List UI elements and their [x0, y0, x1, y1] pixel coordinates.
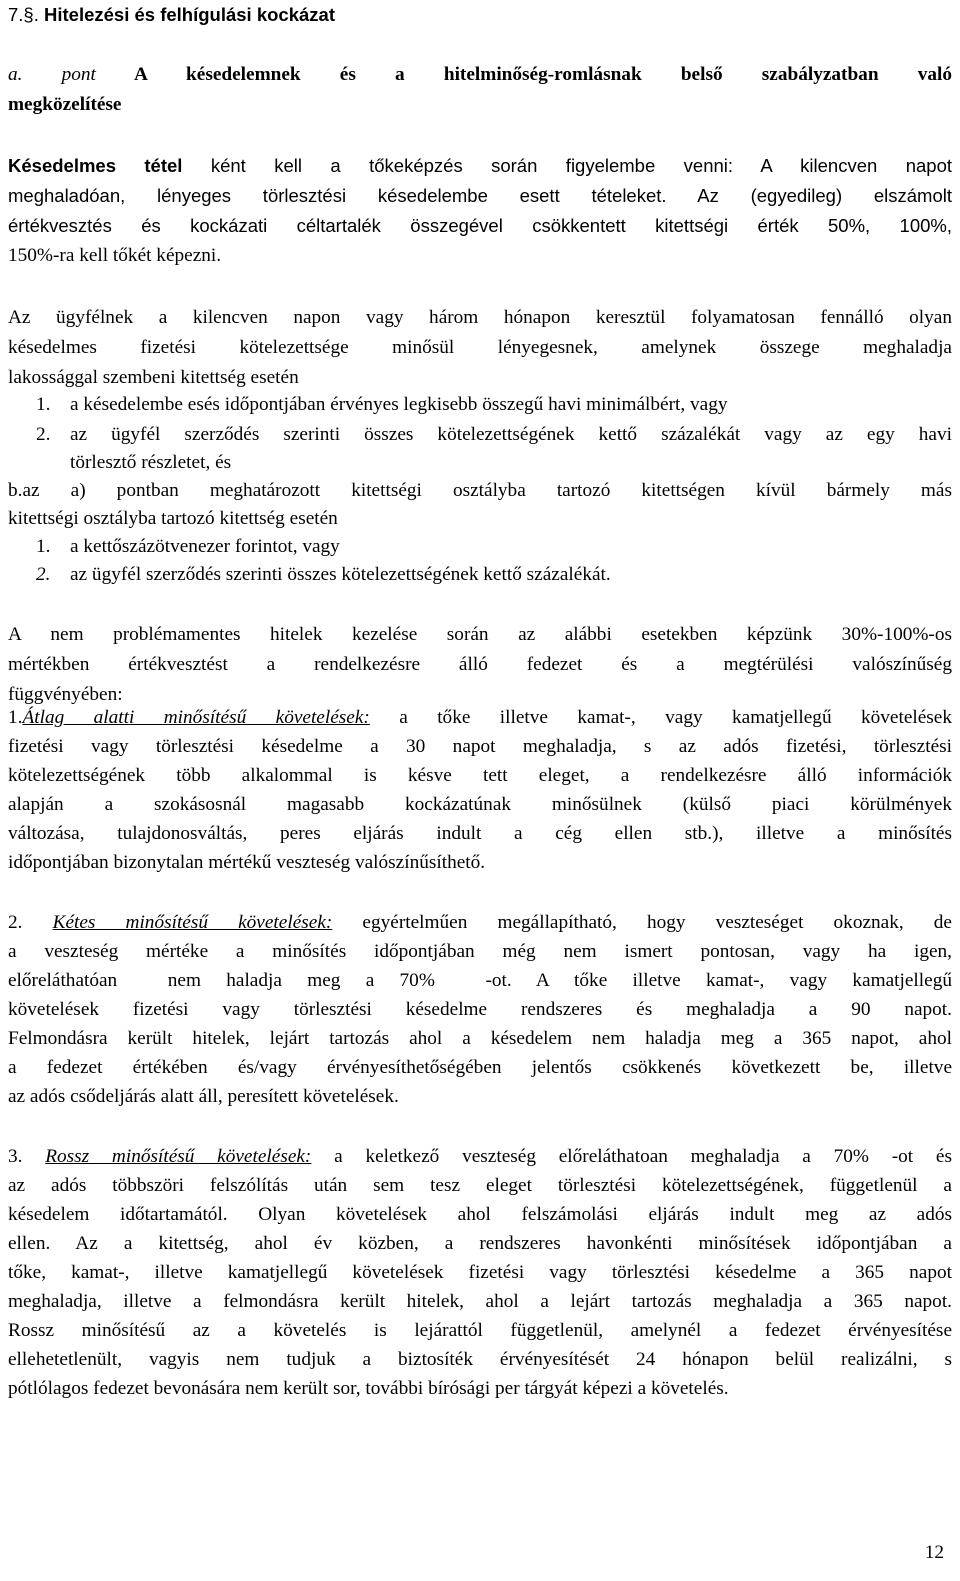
para2-line: Az ügyfélnek a kilencven napon vagy három hónapon keresztül folyamatosan fennálló olyan: [8, 307, 952, 328]
cat2-term: Kétes minősítésű követelések:: [52, 912, 333, 933]
cat2-line: Felmondásra került hitelek, lejárt tartozás ahol a késedelem nem haladja meg a 365 napot, ahol: [8, 1028, 952, 1049]
list-item-text: az ügyfél szerződés szerinti összes kötelezettségének kettő százalékát.: [70, 564, 611, 585]
cat1-line: alapján a szokásosnál magasabb kockázatúnak minősülnek (külső piaci körülmények: [8, 794, 952, 815]
para2-b-line: kitettségi osztályba tartozó kitettség esetén: [8, 508, 338, 529]
cat2-line: követelések fizetési vagy törlesztési késedelme rendszeres és meghaladja a 90 napot.: [8, 999, 952, 1020]
cat3-line: meghaladja, illetve a felmondásra került hitelek, ahol a lejárt tartozás meghaladja a 365 napot.: [8, 1291, 952, 1312]
cat3-number: 3.: [8, 1146, 23, 1167]
para1-term: Késedelmes tétel: [8, 155, 183, 176]
cat3-term: Rossz minősítésű követelések:: [45, 1146, 312, 1167]
point-a-label: a. pont: [8, 64, 96, 85]
cat1-line: 1.Átlag alatti minősítésű követelések: a tőke illetve kamat-, vagy kamatjellegű követelések: [8, 707, 952, 728]
cat3-line: ellehetetlenült, vagyis nem tudjuk a biztosíték érvényesítését 24 hónapon belül realizálni, s: [8, 1349, 952, 1370]
cat3-line: 3. Rossz minősítésű követelések: a keletkező veszteség előreláthatoan meghaladja a 70% -ot és: [8, 1146, 952, 1167]
list-item-text: az ügyfél szerződés szerinti összes kötelezettségének kettő százalékát vagy az egy havi: [70, 424, 952, 445]
point-a-heading-line2: megközelítése: [8, 94, 122, 115]
para2-line: lakossággal szembeni kitettség esetén: [8, 367, 299, 388]
para3-line: függvényében:: [8, 684, 123, 705]
cat2-number: 2.: [8, 912, 23, 933]
list-item-number: 2.: [36, 424, 51, 445]
cat1-line: időpontjában bizonytalan mértékű veszteség valószínűsíthető.: [8, 852, 486, 873]
cat1-term: Átlag alatti minősítésű követelések:: [22, 707, 370, 728]
list-item-text: a kettőszázötvenezer forintot, vagy: [70, 536, 340, 557]
para1-line: 150%-ra kell tőkét képezni.: [8, 245, 222, 266]
para1-line: Késedelmes tétel ként kell a tőkeképzés során figyelembe venni: A kilencven napot: [8, 155, 952, 176]
cat3-line: pótlólagos fedezet bevonására nem került sor, további bírósági per tárgyát képezi a követelés.: [8, 1378, 729, 1399]
list-item-number: 2.: [36, 564, 51, 585]
cat1-line: fizetési vagy törlesztési késedelme a 30 napot meghaladja, s az adós fizetési, törlesztési: [8, 736, 952, 757]
para3-line: A nem problémamentes hitelek kezelése során az alábbi esetekben képzünk 30%-100%-os: [8, 624, 952, 645]
para1-line: meghaladóan, lényeges törlesztési késedelembe esett tételeket. Az (egyedileg) elszámolt: [8, 185, 952, 206]
page-number: 12: [924, 1542, 944, 1563]
cat1-number: 1.: [8, 707, 23, 728]
section-number: 7.§.: [8, 4, 39, 25]
cat2-line: a veszteség mértéke a minősítés időpontjában még nem ismert pontosan, vagy ha igen,: [8, 941, 952, 962]
para1-line: értékvesztés és kockázati céltartalék összegével csökkentett kitettségi érték 50%, 100%,: [8, 215, 952, 236]
cat3-line: Rossz minősítésű az a követelés is lejárattól függetlenül, amelynél a fedezet érvényesítése: [8, 1320, 952, 1341]
cat1-line: változása, tulajdonosváltás, peres eljárás indult a cég ellen stb.), illetve a minősítés: [8, 823, 952, 844]
cat3-line: késedelem időtartamától. Olyan követelések ahol felszámolási eljárás indult meg az adós: [8, 1204, 952, 1225]
list-item-text: a késedelembe esés időpontjában érvényes legkisebb összegű havi minimálbért, vagy: [70, 394, 728, 415]
cat1-line: kötelezettségének több alkalommal is késve tett eleget, a rendelkezésre álló információk: [8, 765, 952, 786]
cat3-line: az adós többszöri felszólítás után sem tesz eleget törlesztési kötelezettségének, függetlenül a: [8, 1175, 952, 1196]
list-item-number: 1.: [36, 536, 51, 557]
list-item-text: törlesztő részletet, és: [70, 452, 232, 473]
cat2-line: az adós csődeljárás alatt áll, peresített követelések.: [8, 1086, 399, 1107]
cat3-line: tőke, kamat-, illetve kamatjellegű követelések fizetési vagy törlesztési késedelme a 365 napot: [8, 1262, 952, 1283]
list-item-number: 1.: [36, 394, 51, 415]
cat2-line: a fedezet értékében és/vagy érvényesíthetőségében jelentős csökkenés következett be, illetve: [8, 1057, 952, 1078]
para2-line: késedelmes fizetési kötelezettsége minősül lényegesnek, amelynek összege meghaladja: [8, 337, 952, 358]
point-a-heading: a. pont A késedelemnek és a hitelminőség-romlásnak belső szabályzatban való: [8, 64, 952, 85]
para2-b-line: b.az a) pontban meghatározott kitettségi osztályba tartozó kitettségen kívül bármely más: [8, 480, 952, 501]
para3-line: mértékben értékvesztést a rendelkezésre álló fedezet és a megtérülési valószínűség: [8, 654, 952, 675]
section-heading: [8, 3, 335, 27]
cat3-line: ellen. Az a kitettség, ahol év közben, a rendszeres havonkénti minősítések időpontjában a: [8, 1233, 952, 1254]
cat2-line: 2. Kétes minősítésű követelések: egyértelműen megállapítható, hogy veszteséget okoznak, de: [8, 912, 952, 933]
cat2-line: előreláthatóan nem haladja meg a 70% -ot. A tőke illetve kamat-, vagy kamatjellegű: [8, 970, 952, 991]
section-title: Hitelezési és felhígulási kockázat: [44, 4, 335, 25]
